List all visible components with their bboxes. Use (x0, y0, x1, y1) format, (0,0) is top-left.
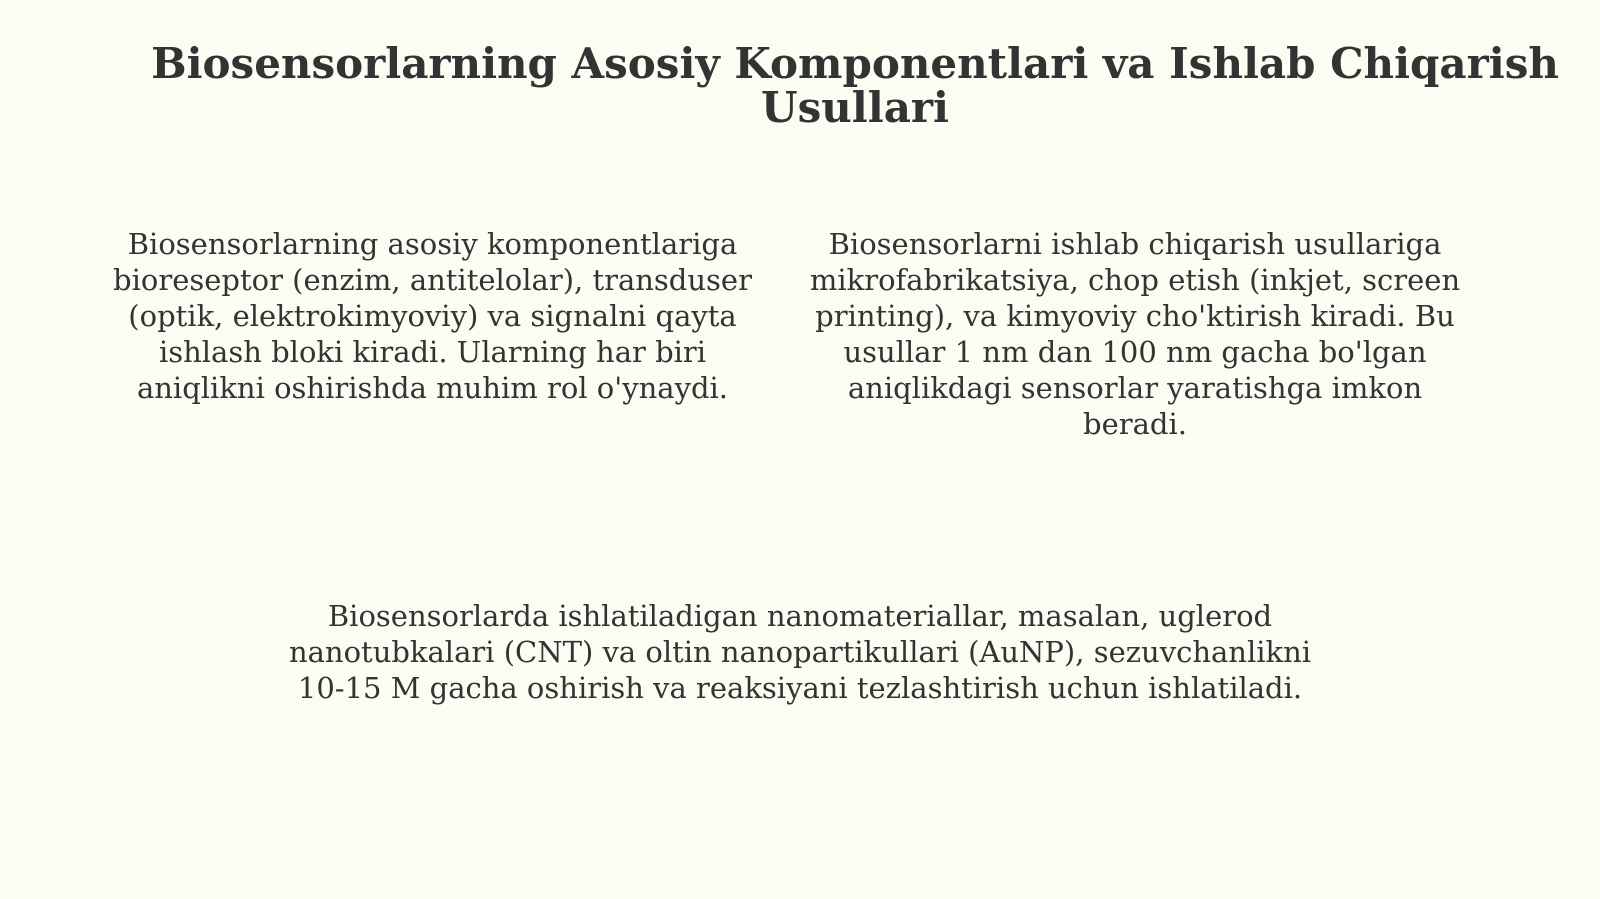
slide-title: Biosensorlarning Asosiy Komponentlari va Ishlab Chiqarish Usullari (151, 39, 1559, 132)
nanomaterials-paragraph: Biosensorlarda ishlatiladigan nanomateriallar, masalan, uglerod nanotubkalari (CNT) va oltin nanopartikullari (AuNP), sezuvchanlikni 10-15 M gacha oshirish va reaksiyani tezlashtirish uchun ishlatiladi. (288, 599, 1312, 705)
components-paragraph: Biosensorlarning asosiy komponentlariga bioreseptor (enzim, antitelolar), transduser (optik, elektrokimyoviy) va signalni qayta ishlash bloki kiradi. Ularning har biri aniqlikni oshirishda muhim rol o'ynaydi. (113, 227, 752, 405)
methods-paragraph: Biosensorlarni ishlab chiqarish usullariga mikrofabrikatsiya, chop etish (inkjet, screen printing), va kimyoviy cho'ktirish kiradi. Bu usullar 1 nm dan 100 nm gacha bo'lgan aniqlikdagi sensorlar yaratishga imkon beradi. (809, 227, 1461, 441)
